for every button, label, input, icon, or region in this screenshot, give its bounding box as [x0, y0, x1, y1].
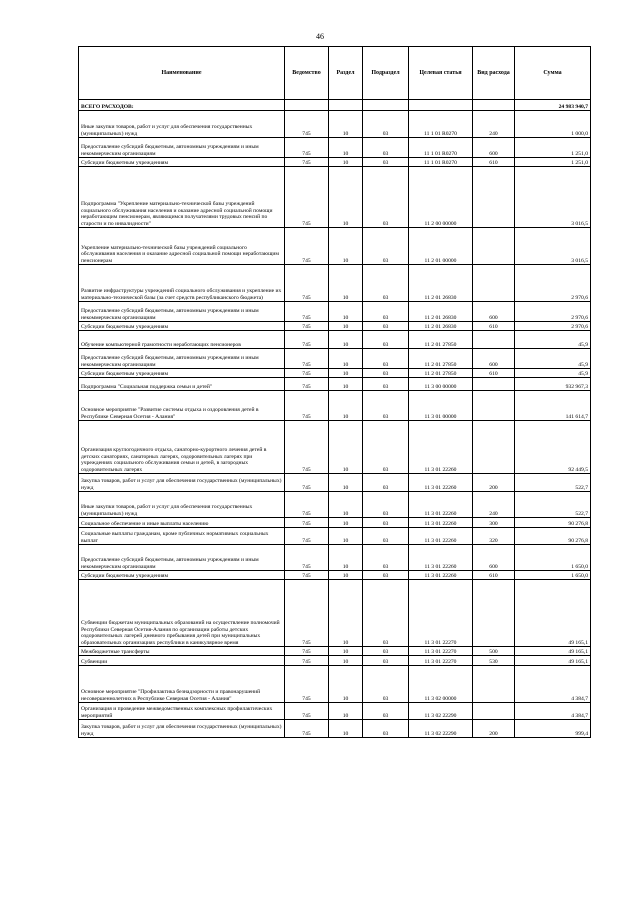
row-razdel: 10	[329, 421, 363, 474]
row-name: Закупка товаров, работ и услуг для обеспечения государственных (муниципальных) нужд	[79, 474, 285, 492]
row-celevaya-statya: 11 3 01 22260	[409, 421, 473, 474]
row-vedomstvo: 745	[285, 349, 329, 369]
row-podrazdel: 03	[363, 322, 409, 331]
header-vid-rashoda: Вид расхода	[473, 47, 515, 100]
table-row	[79, 528, 591, 545]
row-celevaya-statya: 11 3 01 22260	[409, 545, 473, 571]
row-razdel: 10	[329, 322, 363, 331]
table-row	[79, 158, 591, 167]
row-razdel: 10	[329, 528, 363, 545]
table-row	[79, 666, 591, 703]
row-summa: 49 165,1	[515, 656, 591, 666]
row-vedomstvo: 745	[285, 666, 329, 703]
row-name: Субсидии бюджетным учреждениям	[79, 158, 285, 167]
row-razdel: 10	[329, 474, 363, 492]
row-name: Социальное обеспечение и иные выплаты населению	[79, 518, 285, 528]
row-name: Межбюджетные трансферты	[79, 647, 285, 656]
row-vid-rashoda: 500	[473, 647, 515, 656]
row-name: Развитие инфраструктуры учреждений социального обслуживания и укрепление их материально-технической базы (за счет средств республиканского бюджета)	[79, 265, 285, 302]
row-name: Закупка товаров, работ и услуг для обеспечения государственных (муниципальных) нужд	[79, 720, 285, 738]
table-row	[79, 518, 591, 528]
row-summa: 1 251,0	[515, 158, 591, 167]
row-vedomstvo: 745	[285, 138, 329, 158]
budget-table	[78, 46, 591, 738]
row-razdel: 10	[329, 647, 363, 656]
row-vid-rashoda	[473, 100, 515, 111]
row-name: Основное мероприятие "Развитие системы отдыха и оздоровления детей в Республике Северная Осетия - Алания"	[79, 391, 285, 421]
row-vedomstvo: 745	[285, 528, 329, 545]
row-podrazdel: 03	[363, 647, 409, 656]
row-vedomstvo: 745	[285, 720, 329, 738]
row-summa: 2 970,6	[515, 265, 591, 302]
row-vedomstvo: 745	[285, 331, 329, 349]
row-vid-rashoda	[473, 666, 515, 703]
row-summa: 2 970,6	[515, 322, 591, 331]
row-vedomstvo: 745	[285, 703, 329, 720]
row-vid-rashoda: 530	[473, 656, 515, 666]
table-row	[79, 138, 591, 158]
row-razdel: 10	[329, 111, 363, 138]
row-vedomstvo: 745	[285, 167, 329, 228]
row-vedomstvo: 745	[285, 421, 329, 474]
table-row	[79, 545, 591, 571]
row-razdel: 10	[329, 265, 363, 302]
row-vid-rashoda	[473, 331, 515, 349]
row-razdel: 10	[329, 349, 363, 369]
row-name: Предоставление субсидий бюджетным, автономным учреждениям и иным некоммерческим организациям	[79, 349, 285, 369]
row-name: Укрепление материально-технической базы учреждений социального обслуживания населения и оказание адресной социальной помощи неработающим пенсионерам	[79, 228, 285, 265]
table-row	[79, 474, 591, 492]
row-name: Подпрограмма "Укрепление материально-технической базы учреждений социального обслуживания населения и оказание адресной социальной помощи неработающим пенсионерам, являющимся получателями трудовых пенсий по старости и по инвалидности"	[79, 167, 285, 228]
row-podrazdel: 03	[363, 518, 409, 528]
row-razdel: 10	[329, 492, 363, 518]
row-summa: 92 449,5	[515, 421, 591, 474]
table-body	[79, 100, 591, 738]
row-vedomstvo: 745	[285, 158, 329, 167]
row-podrazdel: 03	[363, 167, 409, 228]
table-row	[79, 571, 591, 580]
row-podrazdel: 03	[363, 331, 409, 349]
row-celevaya-statya: 11 3 01 22260	[409, 492, 473, 518]
table-row	[79, 167, 591, 228]
row-vedomstvo: 745	[285, 518, 329, 528]
row-celevaya-statya: 11 3 01 22260	[409, 571, 473, 580]
row-vid-rashoda: 300	[473, 518, 515, 528]
row-vid-rashoda	[473, 391, 515, 421]
table-row	[79, 703, 591, 720]
row-summa: 4 384,7	[515, 666, 591, 703]
row-celevaya-statya: 11 2 01 26830	[409, 322, 473, 331]
row-celevaya-statya: 11 2 01 27850	[409, 369, 473, 378]
table-row	[79, 331, 591, 349]
row-vid-rashoda: 320	[473, 528, 515, 545]
row-podrazdel: 03	[363, 474, 409, 492]
row-podrazdel: 03	[363, 391, 409, 421]
row-vedomstvo: 745	[285, 265, 329, 302]
row-podrazdel: 03	[363, 571, 409, 580]
row-podrazdel: 03	[363, 580, 409, 647]
row-vid-rashoda: 240	[473, 111, 515, 138]
row-summa: 4 384,7	[515, 703, 591, 720]
row-summa: 1 000,0	[515, 111, 591, 138]
row-podrazdel: 03	[363, 158, 409, 167]
row-summa: 522,7	[515, 474, 591, 492]
row-vid-rashoda: 600	[473, 349, 515, 369]
row-celevaya-statya: 11 2 01 26830	[409, 302, 473, 322]
row-summa: 141 614,7	[515, 391, 591, 421]
row-vedomstvo: 745	[285, 580, 329, 647]
row-razdel: 10	[329, 580, 363, 647]
row-summa: 45,9	[515, 331, 591, 349]
row-summa: 522,7	[515, 492, 591, 518]
row-vedomstvo: 745	[285, 302, 329, 322]
table-row	[79, 349, 591, 369]
row-vid-rashoda: 600	[473, 545, 515, 571]
row-podrazdel: 03	[363, 666, 409, 703]
table-row	[79, 720, 591, 738]
row-name: Иные закупки товаров, работ и услуг для обеспечения государственных (муниципальных) нужд	[79, 492, 285, 518]
table-row	[79, 656, 591, 666]
row-razdel: 10	[329, 369, 363, 378]
row-vedomstvo: 745	[285, 111, 329, 138]
row-vedomstvo: 745	[285, 228, 329, 265]
table-row	[79, 391, 591, 421]
row-razdel: 10	[329, 302, 363, 322]
row-podrazdel: 03	[363, 703, 409, 720]
row-vid-rashoda	[473, 167, 515, 228]
row-vid-rashoda	[473, 703, 515, 720]
row-vedomstvo: 745	[285, 571, 329, 580]
row-celevaya-statya: 11 2 00 00000	[409, 167, 473, 228]
header-summa: Сумма	[515, 47, 591, 100]
row-vedomstvo: 745	[285, 545, 329, 571]
row-name: Организация и проведение межведомственных комплексных профилактических мероприятий	[79, 703, 285, 720]
row-vedomstvo: 745	[285, 369, 329, 378]
row-vedomstvo: 745	[285, 474, 329, 492]
table-row	[79, 369, 591, 378]
row-podrazdel: 03	[363, 265, 409, 302]
row-celevaya-statya: 11 3 01 22260	[409, 474, 473, 492]
header-podrazdel: Подраздел	[363, 47, 409, 100]
row-vedomstvo: 745	[285, 492, 329, 518]
table-row	[79, 100, 591, 111]
row-name: ВСЕГО РАСХОДОВ:	[79, 100, 285, 111]
row-name: Обучение компьютерной грамотности неработающих пенсионеров	[79, 331, 285, 349]
row-summa: 49 165,1	[515, 647, 591, 656]
row-celevaya-statya: 11 3 01 22260	[409, 528, 473, 545]
row-razdel: 10	[329, 518, 363, 528]
row-razdel: 10	[329, 703, 363, 720]
row-summa: 3 016,5	[515, 167, 591, 228]
row-name: Субсидии бюджетным учреждениям	[79, 571, 285, 580]
row-razdel: 10	[329, 228, 363, 265]
row-name: Социальные выплаты гражданам, кроме публичных нормативных социальных выплат	[79, 528, 285, 545]
table-row	[79, 421, 591, 474]
row-vid-rashoda	[473, 265, 515, 302]
row-name: Субсидии бюджетным учреждениям	[79, 369, 285, 378]
row-vid-rashoda: 610	[473, 322, 515, 331]
row-podrazdel: 03	[363, 545, 409, 571]
row-vid-rashoda	[473, 580, 515, 647]
row-razdel: 10	[329, 391, 363, 421]
row-vid-rashoda: 200	[473, 720, 515, 738]
row-summa: 999,4	[515, 720, 591, 738]
table-row	[79, 322, 591, 331]
row-name: Предоставление субсидий бюджетным, автономным учреждениям и иным некоммерческим организациям	[79, 545, 285, 571]
row-podrazdel: 03	[363, 228, 409, 265]
row-vid-rashoda	[473, 378, 515, 391]
row-summa: 1 650,0	[515, 545, 591, 571]
row-summa: 90 276,8	[515, 528, 591, 545]
row-vid-rashoda: 610	[473, 369, 515, 378]
row-podrazdel: 03	[363, 656, 409, 666]
table-row	[79, 265, 591, 302]
row-razdel: 10	[329, 167, 363, 228]
row-razdel: 10	[329, 720, 363, 738]
header-celevaya-statya: Целевая статья	[409, 47, 473, 100]
row-razdel: 10	[329, 656, 363, 666]
row-name: Предоставление субсидий бюджетным, автономным учреждениям и иным некоммерческим организациям	[79, 138, 285, 158]
row-celevaya-statya: 11 1 01 R0270	[409, 158, 473, 167]
table-row	[79, 302, 591, 322]
row-celevaya-statya: 11 1 01 R0270	[409, 138, 473, 158]
row-name: Субвенции бюджетам муниципальных образований на осуществление полномочий Республики Северная Осетия-Алания по организации работы детских оздоровительных лагерей дневного пребывания детей при муниципальных образовательных организациях республики в каникулярное время	[79, 580, 285, 647]
row-vedomstvo: 745	[285, 391, 329, 421]
row-vedomstvo: 745	[285, 322, 329, 331]
row-razdel	[329, 100, 363, 111]
row-vedomstvo	[285, 100, 329, 111]
table-row	[79, 492, 591, 518]
table-row	[79, 647, 591, 656]
row-name: Предоставление субсидий бюджетным, автономным учреждениям и иным некоммерческим организациям	[79, 302, 285, 322]
row-celevaya-statya	[409, 100, 473, 111]
row-celevaya-statya: 11 3 00 00000	[409, 378, 473, 391]
table-header	[79, 47, 591, 100]
row-vedomstvo: 745	[285, 656, 329, 666]
row-podrazdel: 03	[363, 111, 409, 138]
row-podrazdel: 03	[363, 369, 409, 378]
row-razdel: 10	[329, 571, 363, 580]
row-celevaya-statya: 11 2 01 27850	[409, 349, 473, 369]
row-summa: 3 016,5	[515, 228, 591, 265]
row-podrazdel: 03	[363, 302, 409, 322]
row-razdel: 10	[329, 545, 363, 571]
row-name: Иные закупки товаров, работ и услуг для обеспечения государственных (муниципальных) нужд	[79, 111, 285, 138]
row-vid-rashoda	[473, 228, 515, 265]
page-number: 46	[316, 32, 324, 41]
row-celevaya-statya: 11 1 01 R0270	[409, 111, 473, 138]
row-vid-rashoda: 200	[473, 474, 515, 492]
row-name: Основное мероприятие "Профилактика безнадзорности и правонарушений несовершеннолетних в Республике Северная Осетия - Алания"	[79, 666, 285, 703]
row-razdel: 10	[329, 331, 363, 349]
row-razdel: 10	[329, 138, 363, 158]
row-celevaya-statya: 11 3 01 22270	[409, 647, 473, 656]
row-vid-rashoda: 610	[473, 571, 515, 580]
row-celevaya-statya: 11 3 02 00000	[409, 666, 473, 703]
row-summa: 2 970,6	[515, 302, 591, 322]
row-summa: 45,9	[515, 369, 591, 378]
row-celevaya-statya: 11 3 02 22290	[409, 703, 473, 720]
row-name: Организация круглогодичного отдыха, санаторно-курортного лечения детей в детских санаториях, санаторных лагерях, оздоровительных лагерях при учреждениях социального обслуживания семьи и детей, в загородных оздоровительных лагерях	[79, 421, 285, 474]
row-celevaya-statya: 11 3 01 00000	[409, 391, 473, 421]
row-vid-rashoda	[473, 421, 515, 474]
row-summa: 1 650,0	[515, 571, 591, 580]
table-row	[79, 228, 591, 265]
row-celevaya-statya: 11 2 01 27850	[409, 331, 473, 349]
row-podrazdel: 03	[363, 421, 409, 474]
row-vedomstvo: 745	[285, 378, 329, 391]
row-podrazdel: 03	[363, 138, 409, 158]
row-summa: 45,9	[515, 349, 591, 369]
row-name: Подпрограмма "Социальная поддержка семьи и детей"	[79, 378, 285, 391]
row-summa: 90 276,8	[515, 518, 591, 528]
row-celevaya-statya: 11 3 02 22290	[409, 720, 473, 738]
header-vedomstvo: Ведомство	[285, 47, 329, 100]
table-row	[79, 580, 591, 647]
row-name: Субвенции	[79, 656, 285, 666]
table-row	[79, 378, 591, 391]
row-podrazdel: 03	[363, 720, 409, 738]
row-celevaya-statya: 11 2 01 26830	[409, 265, 473, 302]
row-vid-rashoda: 240	[473, 492, 515, 518]
row-podrazdel: 03	[363, 378, 409, 391]
row-summa: 1 251,0	[515, 138, 591, 158]
table-row	[79, 111, 591, 138]
row-vid-rashoda: 610	[473, 158, 515, 167]
row-vid-rashoda: 600	[473, 138, 515, 158]
row-vedomstvo: 745	[285, 647, 329, 656]
row-celevaya-statya: 11 3 01 22270	[409, 580, 473, 647]
row-podrazdel	[363, 100, 409, 111]
row-celevaya-statya: 11 3 01 22270	[409, 656, 473, 666]
row-razdel: 10	[329, 378, 363, 391]
row-celevaya-statya: 11 3 01 22260	[409, 518, 473, 528]
header-name: Наименование	[79, 47, 285, 100]
row-name: Субсидии бюджетным учреждениям	[79, 322, 285, 331]
row-podrazdel: 03	[363, 492, 409, 518]
row-podrazdel: 03	[363, 528, 409, 545]
header-razdel: Раздел	[329, 47, 363, 100]
row-razdel: 10	[329, 666, 363, 703]
row-podrazdel: 03	[363, 349, 409, 369]
row-summa: 932 967,3	[515, 378, 591, 391]
row-razdel: 10	[329, 158, 363, 167]
row-celevaya-statya: 11 2 01 00000	[409, 228, 473, 265]
row-summa: 49 165,1	[515, 580, 591, 647]
row-summa: 24 983 940,7	[515, 100, 591, 111]
row-vid-rashoda: 600	[473, 302, 515, 322]
